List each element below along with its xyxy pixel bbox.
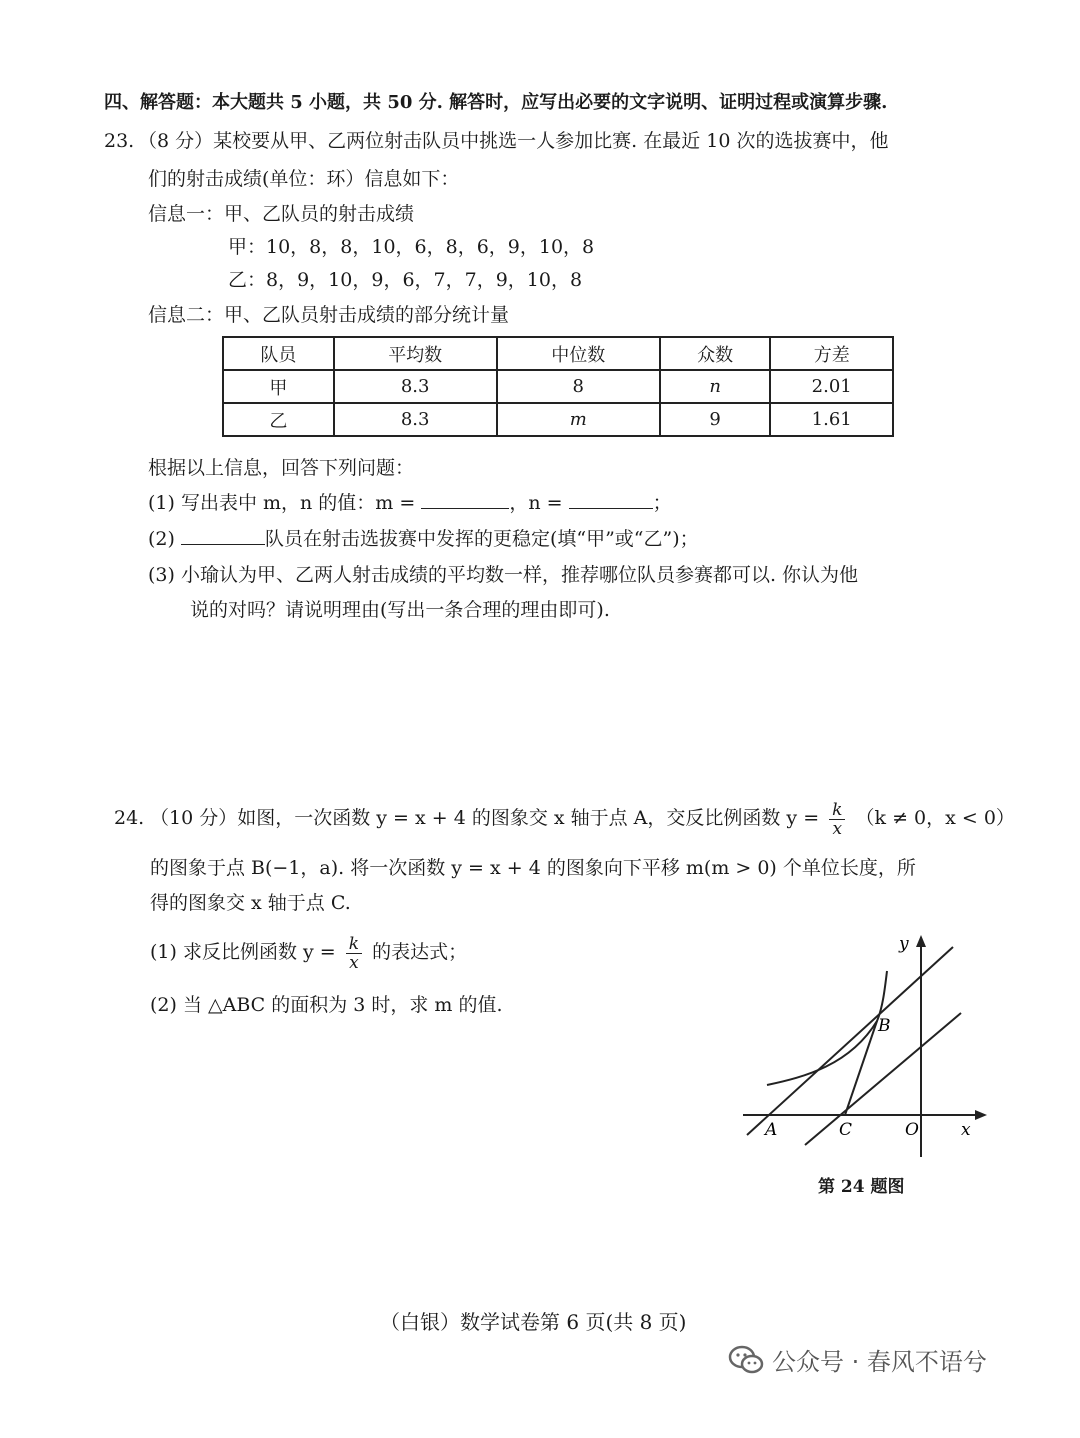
q23-yi-scores: 乙：8，9，10，9，6，7，7，9，10，8 <box>228 269 583 291</box>
table-header-cell: 中位数 <box>497 337 660 370</box>
q23-part2 <box>148 526 699 552</box>
fraction-numerator: k <box>346 935 362 954</box>
table-header-row <box>223 337 893 370</box>
table-cell: n <box>660 370 771 403</box>
table-cell: 甲 <box>223 370 334 403</box>
table-cell: 9 <box>660 403 771 436</box>
table-row <box>223 403 893 436</box>
table-cell: 8.3 <box>334 370 497 403</box>
segment-bc <box>845 1021 877 1115</box>
q23-part2-label: (2) <box>148 528 175 550</box>
fraction-denominator: x <box>832 818 843 839</box>
table-cell: 1.61 <box>770 403 893 436</box>
label-c: C <box>839 1120 853 1140</box>
q23-prompt: 根据以上信息，回答下列问题： <box>148 457 415 479</box>
table-header-cell: 方差 <box>770 337 893 370</box>
label-o: O <box>905 1120 919 1140</box>
table-header-cell: 平均数 <box>334 337 497 370</box>
q23-part2-text: 队员在射击选拔赛中发挥的更稳定(填“甲”或“乙”)； <box>264 528 699 550</box>
label-y: y <box>899 934 909 954</box>
label-a: A <box>765 1120 778 1140</box>
q23-part1-mid: ，n = <box>509 492 563 514</box>
table-cell: 8 <box>497 370 660 403</box>
q24-line3: 得的图象交 x 轴于点 C. <box>150 892 351 914</box>
section-title: 四、解答题：本大题共 5 小题，共 50 分. 解答时，应写出必要的文字说明、证明过程或演算步骤. <box>104 92 888 113</box>
q23-jia-scores: 甲：10，8，8，10，6，8，6，9，10，8 <box>228 236 595 258</box>
table-header-cell: 众数 <box>660 337 771 370</box>
hyperbola-curve <box>767 971 887 1085</box>
table-header-cell: 队员 <box>223 337 334 370</box>
page-footer: （白银）数学试卷第 6 页(共 8 页) <box>380 1310 687 1334</box>
label-x: x <box>961 1120 971 1140</box>
table-cell: 乙 <box>223 403 334 436</box>
q23-info1-title: 信息一：甲、乙队员的射击成绩 <box>148 203 415 225</box>
q24-figure <box>735 925 995 1165</box>
q23-info2-title: 信息二：甲、乙队员射击成绩的部分统计量 <box>148 304 510 326</box>
q24-part2: (2) 当 △ABC 的面积为 3 时，求 m 的值. <box>150 994 503 1016</box>
q23-part3-line1: (3) 小瑜认为甲、乙两人射击成绩的平均数一样，推荐哪位队员参赛都可以. 你认为他 <box>148 564 859 586</box>
fraction-denominator: x <box>349 952 359 973</box>
answer-blank-n[interactable] <box>569 490 653 509</box>
fraction-k-over-x <box>346 935 362 972</box>
q24-part1-text: (1) 求反比例函数 y = <box>150 941 336 963</box>
table-cell: m <box>497 403 660 436</box>
table-row <box>223 370 893 403</box>
fraction-k-over-x <box>829 801 845 838</box>
table-cell: 8.3 <box>334 403 497 436</box>
statistics-table <box>222 336 894 437</box>
x-axis-arrow-icon <box>975 1110 987 1120</box>
q23-intro-line1: （8 分）某校要从甲、乙两位射击队员中挑选一人参加比赛. 在最近 10 次的选拔赛中，他 <box>138 130 889 152</box>
label-b: B <box>878 1016 891 1036</box>
q23-part1 <box>148 490 672 516</box>
q23-part3-line2: 说的对吗？请说明理由(写出一条合理的理由即可). <box>190 599 610 621</box>
watermark <box>728 1342 987 1377</box>
answer-blank-m[interactable] <box>421 490 509 509</box>
q24-part1 <box>150 932 467 972</box>
fraction-numerator: k <box>829 801 845 820</box>
q23-part1-end: ； <box>652 492 672 514</box>
q24-part1-end: 的表达式； <box>372 941 468 963</box>
figure-caption: 第 24 题图 <box>818 1177 905 1197</box>
wechat-icon <box>728 1345 764 1375</box>
q23-number: 23. <box>104 130 135 152</box>
q23-intro-line2: 们的射击成绩(单位：环）信息如下： <box>148 168 460 190</box>
q24-line2: 的图象于点 B(−1，a). 将一次函数 y = x + 4 的图象向下平移 m(m > 0) 个单位长度，所 <box>150 857 916 879</box>
watermark-text: 公众号 · 春风不语兮 <box>772 1348 987 1376</box>
y-axis-arrow-icon <box>916 935 926 947</box>
q23-part1-text: (1) 写出表中 m，n 的值：m = <box>148 492 416 514</box>
q24-line1-text: （10 分）如图，一次函数 y = x + 4 的图象交 x 轴于点 A，交反比例函数 y = <box>150 807 820 829</box>
table-cell: 2.01 <box>770 370 893 403</box>
q24-line1 <box>150 798 1015 838</box>
q24-number: 24. <box>114 807 145 829</box>
answer-blank-team[interactable] <box>181 526 265 545</box>
q24-line1-condition: （k ≠ 0，x < 0） <box>855 807 1015 829</box>
